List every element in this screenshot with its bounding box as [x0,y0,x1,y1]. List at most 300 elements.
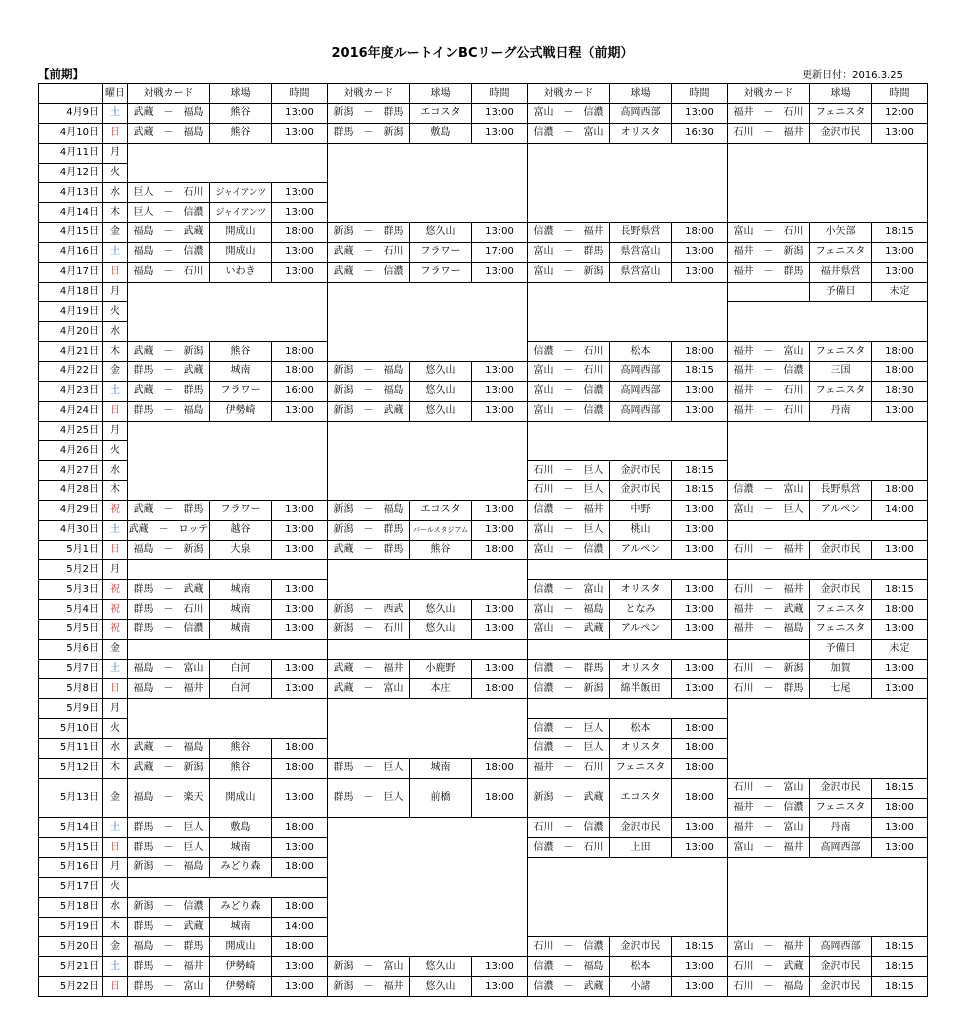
day-of-week-cell: 日 [103,123,128,143]
empty-cell [728,461,810,481]
time-cell: 18:15 [672,481,728,501]
time-cell: 13:00 [872,659,928,679]
empty-cell [472,163,528,183]
section-label: 【前期】 [38,67,84,81]
day-of-week-cell: 月 [103,560,128,580]
matchup-cell: 福井 － 富山 [728,818,810,838]
venue-cell: 金沢市民 [810,957,872,977]
empty-cell [328,838,410,858]
empty-cell [610,858,672,878]
venue-cell: 悠久山 [410,223,472,243]
empty-cell [128,302,210,322]
empty-cell [328,143,410,163]
venue-cell: 城南 [210,619,272,639]
date-cell: 4月17日 [39,262,103,282]
matchup-cell: 新潟 － 群馬 [328,223,410,243]
empty-cell [410,481,472,501]
empty-cell [410,858,472,878]
matchup-cell: 群馬 － 富山 [128,977,210,997]
empty-cell [472,183,528,203]
venue-cell: 上田 [610,838,672,858]
matchup-cell: 福井 － 武蔵 [728,600,810,620]
time-cell: 13:00 [272,619,328,639]
time-cell: 18:00 [272,818,328,838]
date-cell: 4月12日 [39,163,103,183]
empty-cell [810,421,872,441]
venue-cell: 松本 [610,342,672,362]
empty-cell [872,699,928,719]
time-cell: 16:00 [272,381,328,401]
empty-cell [810,461,872,481]
time-cell: 13:00 [672,679,728,699]
time-cell: 13:00 [872,123,928,143]
empty-cell [472,143,528,163]
date-cell: 5月17日 [39,877,103,897]
matchup-cell: 群馬 － 武蔵 [128,580,210,600]
empty-cell [728,897,810,917]
empty-cell [272,719,328,739]
venue-cell: 開成山 [210,937,272,957]
empty-cell [728,858,810,878]
empty-cell [210,163,272,183]
schedule-row [39,481,928,501]
empty-cell [528,699,610,719]
empty-cell [872,441,928,461]
day-of-week-cell: 金 [103,937,128,957]
empty-cell [328,282,410,302]
empty-cell [472,699,528,719]
empty-cell [728,302,810,322]
date-cell: 5月8日 [39,679,103,699]
empty-cell [328,719,410,739]
empty-cell [410,838,472,858]
matchup-cell: 石川 － 群馬 [728,679,810,699]
empty-cell [872,461,928,481]
venue-cell: 城南 [210,917,272,937]
date-cell: 4月15日 [39,223,103,243]
schedule-row [39,818,928,838]
matchup-cell: 群馬 － 巨人 [128,838,210,858]
matchup-cell: 群馬 － 福井 [128,957,210,977]
schedule-row [39,699,928,719]
schedule-row [39,917,928,937]
empty-cell [872,322,928,342]
matchup-cell: 福井 － 石川 [728,381,810,401]
venue-cell: 県営富山 [610,242,672,262]
empty-cell [672,322,728,342]
matchup-cell: 富山 － 巨人 [528,520,610,540]
day-of-week-cell: 祝 [103,619,128,639]
venue-cell: 白河 [210,679,272,699]
venue-cell: 城南 [210,361,272,381]
day-of-week-cell: 金 [103,778,128,818]
empty-cell [272,560,328,580]
empty-cell [410,719,472,739]
empty-cell [810,322,872,342]
time-cell: 13:00 [472,520,528,540]
empty-cell [610,143,672,163]
empty-cell [328,917,410,937]
date-cell: 5月5日 [39,619,103,639]
empty-cell [128,877,210,897]
empty-cell [528,282,610,302]
empty-cell [128,639,210,659]
venue-cell: 長野県営 [810,481,872,501]
empty-cell [272,143,328,163]
time-cell: 13:00 [272,262,328,282]
time-cell: 13:00 [272,242,328,262]
empty-cell [328,560,410,580]
matchup-cell: 信濃 － 富山 [728,481,810,501]
day-of-week-cell: 月 [103,858,128,878]
venue-cell: 金沢市民 [610,937,672,957]
venue-cell: 高岡西部 [810,838,872,858]
matchup-cell [728,639,810,659]
empty-cell [610,163,672,183]
venue-cell: オリスタ [610,123,672,143]
empty-cell [410,441,472,461]
empty-cell [410,917,472,937]
time-cell: 13:00 [872,838,928,858]
empty-cell [610,322,672,342]
schedule-row [39,619,928,639]
matchup-cell: 信濃 － 新潟 [528,679,610,699]
matchup-cell: 新潟 － 群馬 [328,520,410,540]
empty-cell [410,560,472,580]
empty-cell [128,421,210,441]
venue-cell: 小諸 [610,977,672,997]
schedule-row [39,322,928,342]
venue-cell: 金沢市民 [610,461,672,481]
empty-cell [128,322,210,342]
empty-cell [328,421,410,441]
matchup-cell: 福島 － 石川 [128,262,210,282]
venue-cell: 敷島 [210,818,272,838]
matchup-cell: 信濃 － 福井 [528,223,610,243]
empty-cell [328,481,410,501]
empty-cell [210,639,272,659]
matchup-cell: 福島 － 武蔵 [128,223,210,243]
time-cell: 18:00 [872,361,928,381]
empty-cell [328,163,410,183]
empty-cell [810,858,872,878]
matchup-cell: 富山 － 巨人 [728,500,810,520]
venue-cell: フラワー [410,242,472,262]
matchup-cell: 群馬 － 武蔵 [128,917,210,937]
empty-cell [272,461,328,481]
schedule-row [39,461,928,481]
matchup-cell: 石川 － 福井 [728,123,810,143]
empty-cell [528,421,610,441]
empty-cell [128,560,210,580]
venue-cell: 金沢市民 [810,540,872,560]
venue-cell: フラワー [210,381,272,401]
header-row [39,84,928,104]
empty-cell [672,639,728,659]
venue-cell: フェニスタ [810,600,872,620]
day-of-week-cell: 月 [103,282,128,302]
venue-cell: 開成山 [210,778,272,818]
empty-cell [810,877,872,897]
empty-cell [410,897,472,917]
schedule-row [39,838,928,858]
time-cell: 13:00 [472,619,528,639]
empty-cell [328,580,410,600]
empty-cell [410,322,472,342]
empty-cell [672,163,728,183]
day-of-week-cell: 日 [103,679,128,699]
empty-cell [810,183,872,203]
empty-cell [328,858,410,878]
date-cell: 5月22日 [39,977,103,997]
empty-cell [810,699,872,719]
empty-cell [472,838,528,858]
time-cell: 13:00 [472,262,528,282]
venue-cell: フェニスタ [610,758,672,778]
matchup-cell: 武蔵 － 新潟 [128,342,210,362]
venue-cell: 伊勢崎 [210,977,272,997]
time-cell: 13:00 [672,381,728,401]
matchup-cell: 群馬 － 新潟 [328,123,410,143]
header-time: 時間 [272,84,328,104]
schedule-row [39,858,928,878]
header-matchup: 対戦カード [328,84,410,104]
empty-cell [728,322,810,342]
venue-cell: 高岡西部 [810,937,872,957]
schedule-row [39,123,928,143]
venue-cell: 丹南 [810,818,872,838]
date-cell: 5月21日 [39,957,103,977]
matchup-cell: 福井 － 石川 [728,104,810,124]
venue-cell: 悠久山 [410,600,472,620]
empty-cell [210,143,272,163]
empty-cell [472,203,528,223]
empty-cell [128,461,210,481]
matchup-cell: 新潟 － 福島 [328,381,410,401]
empty-cell [472,818,528,838]
time-cell: 13:00 [672,262,728,282]
empty-cell [272,481,328,501]
time-cell: 18:00 [472,758,528,778]
empty-cell [272,639,328,659]
empty-cell [410,639,472,659]
date-cell: 5月1日 [39,540,103,560]
matchup-cell: 石川 － 富山 [728,778,810,798]
date-cell: 5月13日 [39,778,103,818]
empty-cell [728,183,810,203]
time-cell: 18:00 [672,719,728,739]
schedule-row [39,937,928,957]
matchup-cell: 信濃 － 福井 [528,500,610,520]
matchup-cell: 福島 － 楽天 [128,778,210,818]
empty-cell [472,877,528,897]
empty-cell [272,322,328,342]
empty-cell [728,699,810,719]
matchup-cell: 群馬 － 信濃 [128,619,210,639]
time-cell: 13:00 [672,600,728,620]
header-venue: 球場 [410,84,472,104]
empty-cell [528,322,610,342]
matchup-cell: 富山 － 福島 [528,600,610,620]
time-cell: 13:00 [272,580,328,600]
matchup-cell: 信濃 － 巨人 [528,719,610,739]
empty-cell [528,639,610,659]
day-of-week-cell: 祝 [103,580,128,600]
venue-cell: 開成山 [210,223,272,243]
venue-cell: 綿半飯田 [610,679,672,699]
day-of-week-cell: 火 [103,163,128,183]
day-of-week-cell: 日 [103,838,128,858]
matchup-cell: 富山 － 石川 [528,361,610,381]
venue-cell: 悠久山 [410,957,472,977]
empty-cell [872,758,928,778]
empty-cell [810,897,872,917]
time-cell: 13:00 [872,262,928,282]
time-cell: 13:00 [272,659,328,679]
empty-cell [272,163,328,183]
empty-cell [272,877,328,897]
day-of-week-cell: 木 [103,481,128,501]
empty-cell [210,421,272,441]
matchup-cell: 武蔵 － 福井 [328,659,410,679]
schedule-row [39,421,928,441]
venue-cell: いわき [210,262,272,282]
day-of-week-cell: 土 [103,957,128,977]
time-cell: 13:00 [672,977,728,997]
empty-cell [672,699,728,719]
empty-cell [810,560,872,580]
empty-cell [810,302,872,322]
empty-cell [410,143,472,163]
schedule-row [39,580,928,600]
schedule-row [39,223,928,243]
empty-cell [328,342,410,362]
venue-cell: 高岡西部 [610,104,672,124]
matchup-cell: 福井 － 群馬 [728,262,810,282]
time-cell: 18:15 [672,361,728,381]
empty-cell [128,719,210,739]
time-cell: 13:00 [272,957,328,977]
time-cell: 13:00 [672,242,728,262]
venue-cell: エコスタ [410,104,472,124]
matchup-cell: 福島 － 群馬 [128,937,210,957]
time-cell: 13:00 [672,401,728,421]
empty-cell [210,699,272,719]
time-cell: 13:00 [672,540,728,560]
venue-cell: 金沢市民 [810,977,872,997]
empty-cell [328,877,410,897]
matchup-cell: 新潟 － 福島 [128,858,210,878]
venue-cell: 城南 [210,600,272,620]
empty-cell [410,342,472,362]
empty-cell [210,877,272,897]
venue-cell: エコスタ [410,500,472,520]
time-cell: 18:00 [872,798,928,818]
venue-cell: 大泉 [210,540,272,560]
time-cell: 13:00 [672,957,728,977]
date-cell: 5月9日 [39,699,103,719]
schedule-row [39,342,928,362]
day-of-week-cell: 水 [103,461,128,481]
day-of-week-cell: 月 [103,143,128,163]
schedule-row [39,520,928,540]
day-of-week-cell: 水 [103,322,128,342]
date-cell: 4月26日 [39,441,103,461]
empty-cell [328,322,410,342]
time-cell: 13:00 [672,659,728,679]
date-cell: 4月23日 [39,381,103,401]
empty-cell [210,441,272,461]
matchup-cell [728,282,810,302]
document-title: 2016年度ルートインBCリーグ公式戦日程（前期） [331,46,634,61]
empty-cell [610,183,672,203]
matchup-cell: 武蔵 － 石川 [328,242,410,262]
schedule-row [39,262,928,282]
venue-cell: フェニスタ [810,798,872,818]
day-of-week-cell: 金 [103,361,128,381]
venue-cell: 高岡西部 [610,381,672,401]
date-cell: 5月3日 [39,580,103,600]
date-cell: 5月7日 [39,659,103,679]
date-cell: 5月18日 [39,897,103,917]
empty-cell [610,560,672,580]
empty-cell [528,897,610,917]
time-cell: 14:00 [872,500,928,520]
matchup-cell: 石川 － 新潟 [728,659,810,679]
time-cell: 13:00 [272,679,328,699]
matchup-cell: 石川 － 福井 [728,580,810,600]
empty-cell [872,917,928,937]
time-cell: 13:00 [272,540,328,560]
matchup-cell: 福井 － 石川 [528,758,610,778]
venue-cell: みどり森 [210,897,272,917]
day-of-week-cell: 月 [103,421,128,441]
matchup-cell: 富山 － 信濃 [528,104,610,124]
empty-cell [872,302,928,322]
empty-cell [872,203,928,223]
matchup-cell: 新潟 － 信濃 [128,897,210,917]
time-cell: 13:00 [472,977,528,997]
venue-cell: 金沢市民 [810,123,872,143]
time-cell: 13:00 [272,123,328,143]
time-cell: 13:00 [472,659,528,679]
empty-cell [728,143,810,163]
schedule-row [39,441,928,461]
schedule-row [39,401,928,421]
venue-cell: 小矢部 [810,223,872,243]
matchup-cell: 新潟 － 西武 [328,600,410,620]
time-cell: 13:00 [472,123,528,143]
empty-cell [610,897,672,917]
schedule-row [39,500,928,520]
schedule-row [39,679,928,699]
time-cell: 13:00 [272,977,328,997]
time-cell: 13:00 [272,203,328,223]
empty-cell [410,203,472,223]
matchup-cell: 信濃 － 石川 [528,342,610,362]
date-cell: 4月19日 [39,302,103,322]
time-cell: 13:00 [672,104,728,124]
header-date [39,84,103,104]
matchup-cell: 新潟 － 群馬 [328,104,410,124]
venue-cell: エコスタ [610,778,672,818]
matchup-cell: 福島 － 福井 [128,679,210,699]
empty-cell [610,282,672,302]
empty-cell [672,421,728,441]
empty-cell [472,322,528,342]
venue-cell: 高岡西部 [610,401,672,421]
time-cell: 18:00 [672,223,728,243]
